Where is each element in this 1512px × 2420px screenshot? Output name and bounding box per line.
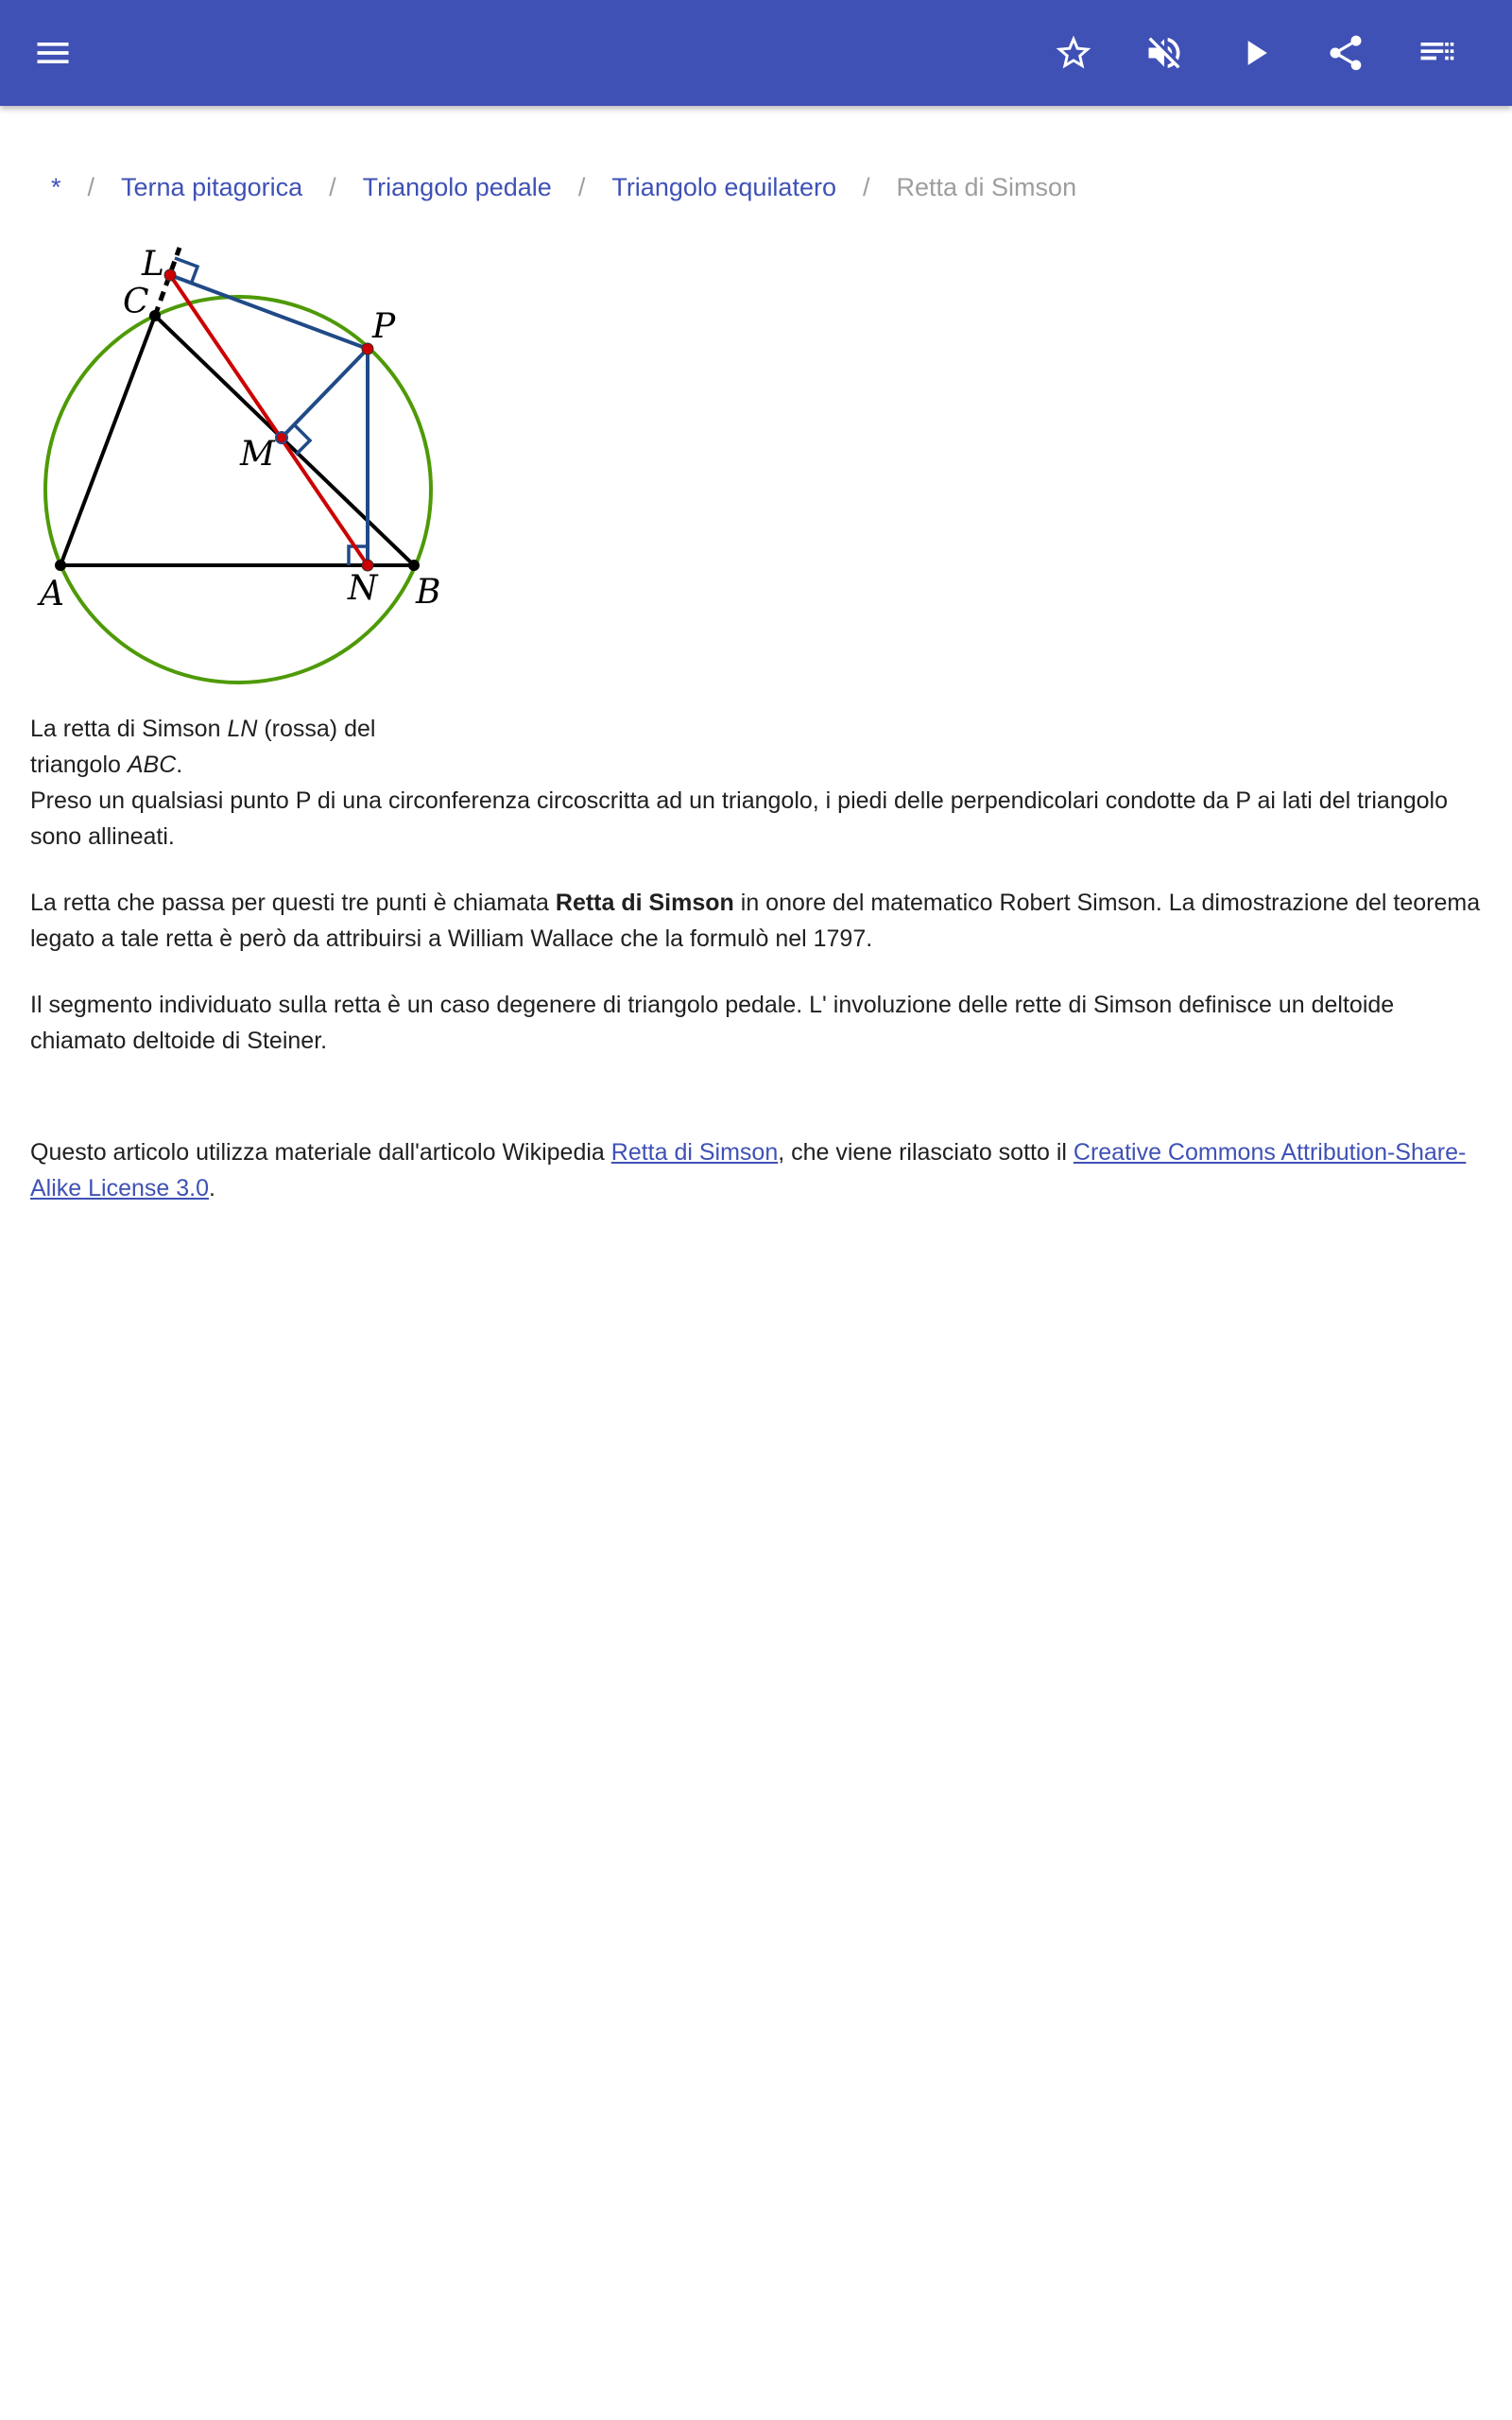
label-a: A (40, 575, 64, 614)
perpendicular-pl (170, 275, 368, 349)
breadcrumb-link-triangolo-equilatero[interactable]: Triangolo equilatero (611, 173, 836, 201)
breadcrumb-home-link[interactable]: * (51, 173, 61, 201)
point-a (55, 560, 66, 571)
breadcrumb-separator: / (577, 173, 586, 201)
menu-icon[interactable] (23, 23, 83, 83)
paragraph-deltoid: Il segmento individuato sulla retta è un caso degenere di triangolo pedale. L' involuzione delle rette di Simson definisce un deltoide chiamato deltoide di Steiner. (30, 992, 1395, 1054)
breadcrumb-separator: / (87, 173, 95, 201)
attribution-before: Questo articolo utilizza materiale dall'articolo Wikipedia (30, 1139, 611, 1166)
label-c: C (123, 283, 149, 321)
label-m: M (240, 435, 275, 474)
point-l (164, 269, 176, 281)
breadcrumb-link-terna-pitagorica[interactable]: Terna pitagorica (121, 173, 303, 201)
playlist-icon[interactable] (1406, 23, 1467, 83)
breadcrumb-link-triangolo-pedale[interactable]: Triangolo pedale (362, 173, 552, 201)
breadcrumb (51, 168, 1076, 206)
term-retta-di-simson: Retta di Simson (555, 890, 734, 916)
share-icon[interactable] (1315, 23, 1376, 83)
license-link[interactable]: Creative Commons Attribution-Share-Alike License 3.0 (30, 1139, 1467, 1201)
paragraph-history-before: La retta che passa per questi tre punti è chiamata (30, 890, 556, 916)
paragraph-definition: Preso un qualsiasi punto P di una circonferenza circoscritta ad un triangolo, i piedi delle perpendicolari condotte da P ai lati del triangolo sono allineati. (30, 787, 1448, 850)
caption-middle: (rossa) del triangolo (30, 716, 376, 778)
caption-triangle-name: ABC (127, 752, 177, 778)
breadcrumb-current: Retta di Simson (896, 173, 1077, 201)
label-p: P (372, 307, 396, 346)
attribution (30, 1134, 1486, 1206)
volume-off-icon[interactable] (1134, 23, 1194, 83)
simson-line-ln (170, 275, 368, 565)
point-c (149, 310, 161, 321)
figure-caption (30, 711, 427, 783)
caption-prefix: La retta di Simson (30, 716, 228, 742)
simson-line-figure[interactable] (34, 242, 459, 688)
caption-line-name: LN (227, 716, 258, 742)
breadcrumb-separator: / (329, 173, 336, 201)
attribution-after: . (209, 1175, 215, 1201)
app-toolbar (0, 0, 1512, 106)
label-n: N (348, 569, 378, 608)
star-outline-icon[interactable] (1043, 23, 1104, 83)
wikipedia-article-link[interactable]: Retta di Simson (610, 1139, 779, 1166)
attribution-middle: , che viene rilasciato sotto il (778, 1139, 1074, 1166)
article-body (30, 783, 1486, 1236)
breadcrumb-separator: / (862, 173, 870, 201)
play-icon[interactable] (1225, 23, 1285, 83)
label-l: L (142, 245, 164, 284)
side-ac (60, 316, 155, 565)
paragraph-history-after: in onore del matematico Robert Simson. La dimostrazione del teorema legato a tale retta è però da attribuirsi a William Wallace che la formulò nel 1797. (30, 890, 1481, 952)
point-m (276, 432, 287, 443)
caption-suffix: . (176, 752, 183, 778)
point-b (408, 560, 420, 571)
paragraph-history (30, 885, 1486, 957)
circumcircle (45, 297, 431, 683)
label-b: B (416, 573, 441, 612)
